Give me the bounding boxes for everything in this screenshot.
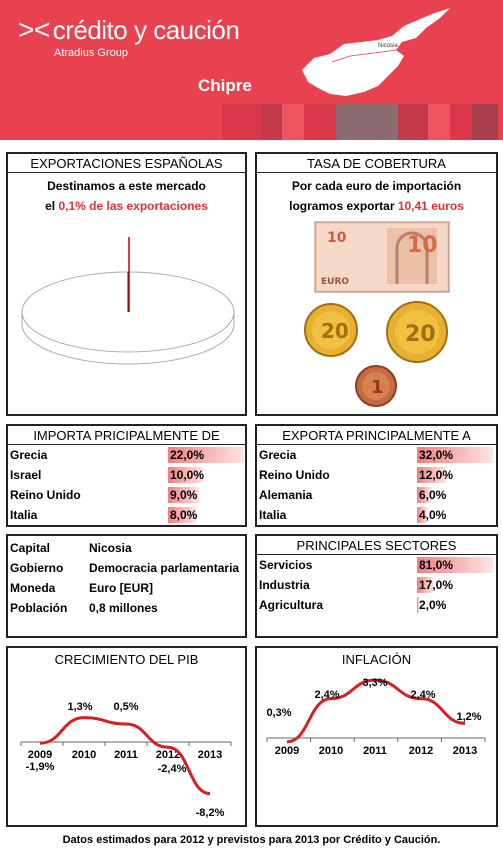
item-name: Italia: [259, 508, 287, 522]
item-percent: 22,0%: [170, 448, 205, 462]
info-value: Democracia parlamentaria: [89, 561, 240, 575]
list-item: [257, 575, 496, 595]
item-name: Grecia: [259, 448, 297, 462]
item-percent: 2,0%: [419, 598, 447, 612]
info-value: 0,8 millones: [89, 601, 158, 615]
info-key: Población: [10, 601, 68, 615]
data-label: 3,3%: [362, 677, 388, 689]
list-item: [8, 445, 245, 465]
item-percent: 32,0%: [419, 448, 454, 462]
item-percent: 9,0%: [170, 488, 198, 502]
item-name: Reino Unido: [10, 488, 81, 502]
sectors-panel: [255, 534, 498, 638]
header-decoration: [222, 104, 498, 140]
brand-mark-icon: ><: [18, 14, 50, 45]
item-name: Israel: [10, 468, 42, 482]
map-label: Nicosia: [378, 43, 398, 49]
panel-title: TASA DE COBERTURA: [257, 154, 496, 173]
cyprus-map-icon: [300, 6, 460, 98]
item-percent: 10,0%: [170, 468, 205, 482]
item-name: Industria: [259, 578, 310, 592]
gdp-chart: [8, 672, 245, 825]
list-item: [257, 555, 496, 575]
info-row: [8, 598, 245, 618]
list-item: [257, 445, 496, 465]
info-row: [8, 578, 245, 598]
chart-title: INFLACIÓN: [341, 652, 412, 667]
panel-title: IMPORTA PRICIPALMENTE DE: [8, 426, 245, 445]
panel-title: EXPORTA PRINCIPALMENTE A: [257, 426, 496, 445]
item-percent: 4,0%: [419, 508, 447, 522]
list-item: [257, 485, 496, 505]
data-label: -1,9%: [25, 761, 55, 773]
sectors-list: [257, 555, 496, 615]
coin-value: 20: [405, 322, 436, 347]
info-key: Moneda: [10, 581, 56, 595]
item-name: Reino Unido: [259, 468, 330, 482]
coin-value: 1: [371, 377, 384, 398]
exports-dest-panel: [255, 424, 498, 527]
info-value: Euro [EUR]: [89, 581, 153, 595]
banknote-value: 10: [407, 233, 438, 258]
data-label: 2,4%: [410, 689, 436, 701]
info-value: Nicosia: [89, 541, 132, 555]
inflation-chart: [257, 672, 496, 825]
logo-subtitle: Atradius Group: [54, 47, 128, 59]
country-info-list: [8, 538, 245, 618]
item-name: Agricultura: [259, 598, 324, 612]
data-label: 1,3%: [67, 701, 93, 713]
item-name: Grecia: [10, 448, 48, 462]
page-title: Chipre: [198, 76, 252, 95]
x-tick-label: 2009: [274, 745, 300, 757]
exports-list: [257, 445, 496, 525]
panel-title: EXPORTACIONES ESPAÑOLAS: [8, 154, 245, 173]
brand-logo: [18, 14, 239, 46]
exports-share: 0,1% de las exportaciones: [58, 199, 208, 213]
data-label: 2,4%: [314, 689, 340, 701]
data-label: -8,2%: [195, 807, 225, 819]
item-name: Servicios: [259, 558, 313, 572]
coin-value: 20: [321, 319, 349, 343]
item-percent: 12,0%: [419, 468, 454, 482]
x-tick-label: 2011: [114, 749, 138, 761]
exports-line2: el 0,1% de las exportaciones: [45, 199, 208, 213]
x-tick-label: 2012: [155, 749, 181, 761]
data-label: 0,5%: [113, 701, 139, 713]
x-tick-label: 2013: [452, 745, 478, 757]
header-banner: [0, 0, 503, 140]
item-percent: 6,0%: [419, 488, 447, 502]
panel-title: PRINCIPALES SECTORES: [257, 536, 496, 555]
imports-panel: [6, 424, 247, 527]
x-tick-label: 2011: [363, 745, 387, 757]
list-item: [257, 595, 496, 615]
gdp-panel: [6, 646, 247, 827]
item-name: Italia: [10, 508, 38, 522]
footer-note: Datos estimados para 2012 y previstos para 2013 por Crédito y Caución.: [62, 834, 441, 846]
item-percent: 8,0%: [170, 508, 198, 522]
item-percent: 81,0%: [419, 558, 454, 572]
logo-text: crédito y caución: [52, 15, 240, 45]
x-tick-label: 2010: [71, 749, 97, 761]
info-key: Gobierno: [10, 561, 64, 575]
coverage-panel: [255, 152, 498, 416]
x-tick-label: 2009: [27, 749, 53, 761]
x-tick-label: 2013: [197, 749, 223, 761]
coverage-line1: Por cada euro de importación: [291, 179, 462, 193]
item-name: Alemania: [259, 488, 313, 502]
data-label: 1,2%: [456, 711, 482, 723]
svg-text:10: 10: [327, 230, 347, 246]
coverage-value: 10,41 euros: [397, 199, 464, 213]
chart-title: CRECIMIENTO DEL PIB: [54, 652, 199, 667]
svg-text:EURO: EURO: [321, 277, 350, 287]
list-item: [257, 505, 496, 525]
x-tick-label: 2012: [408, 745, 434, 757]
list-item: [8, 505, 245, 525]
list-item: [8, 485, 245, 505]
info-row: [8, 558, 245, 578]
x-tick-label: 2010: [318, 745, 344, 757]
inflation-panel: [255, 646, 498, 827]
exports-line1: Destinamos a este mercado: [47, 179, 206, 193]
data-label: 0,3%: [266, 707, 292, 719]
country-info-panel: [6, 534, 247, 638]
list-item: [8, 465, 245, 485]
euro-money-icon: [257, 218, 496, 408]
coverage-line2: logramos exportar 10,41 euros: [289, 199, 464, 213]
info-key: Capital: [10, 541, 51, 555]
list-item: [257, 465, 496, 485]
export-share-pie: [8, 220, 245, 410]
exports-panel: [6, 152, 247, 416]
info-row: [8, 538, 245, 558]
item-percent: 17,0%: [419, 578, 454, 592]
imports-list: [8, 445, 245, 525]
data-label: -2,4%: [157, 763, 187, 775]
